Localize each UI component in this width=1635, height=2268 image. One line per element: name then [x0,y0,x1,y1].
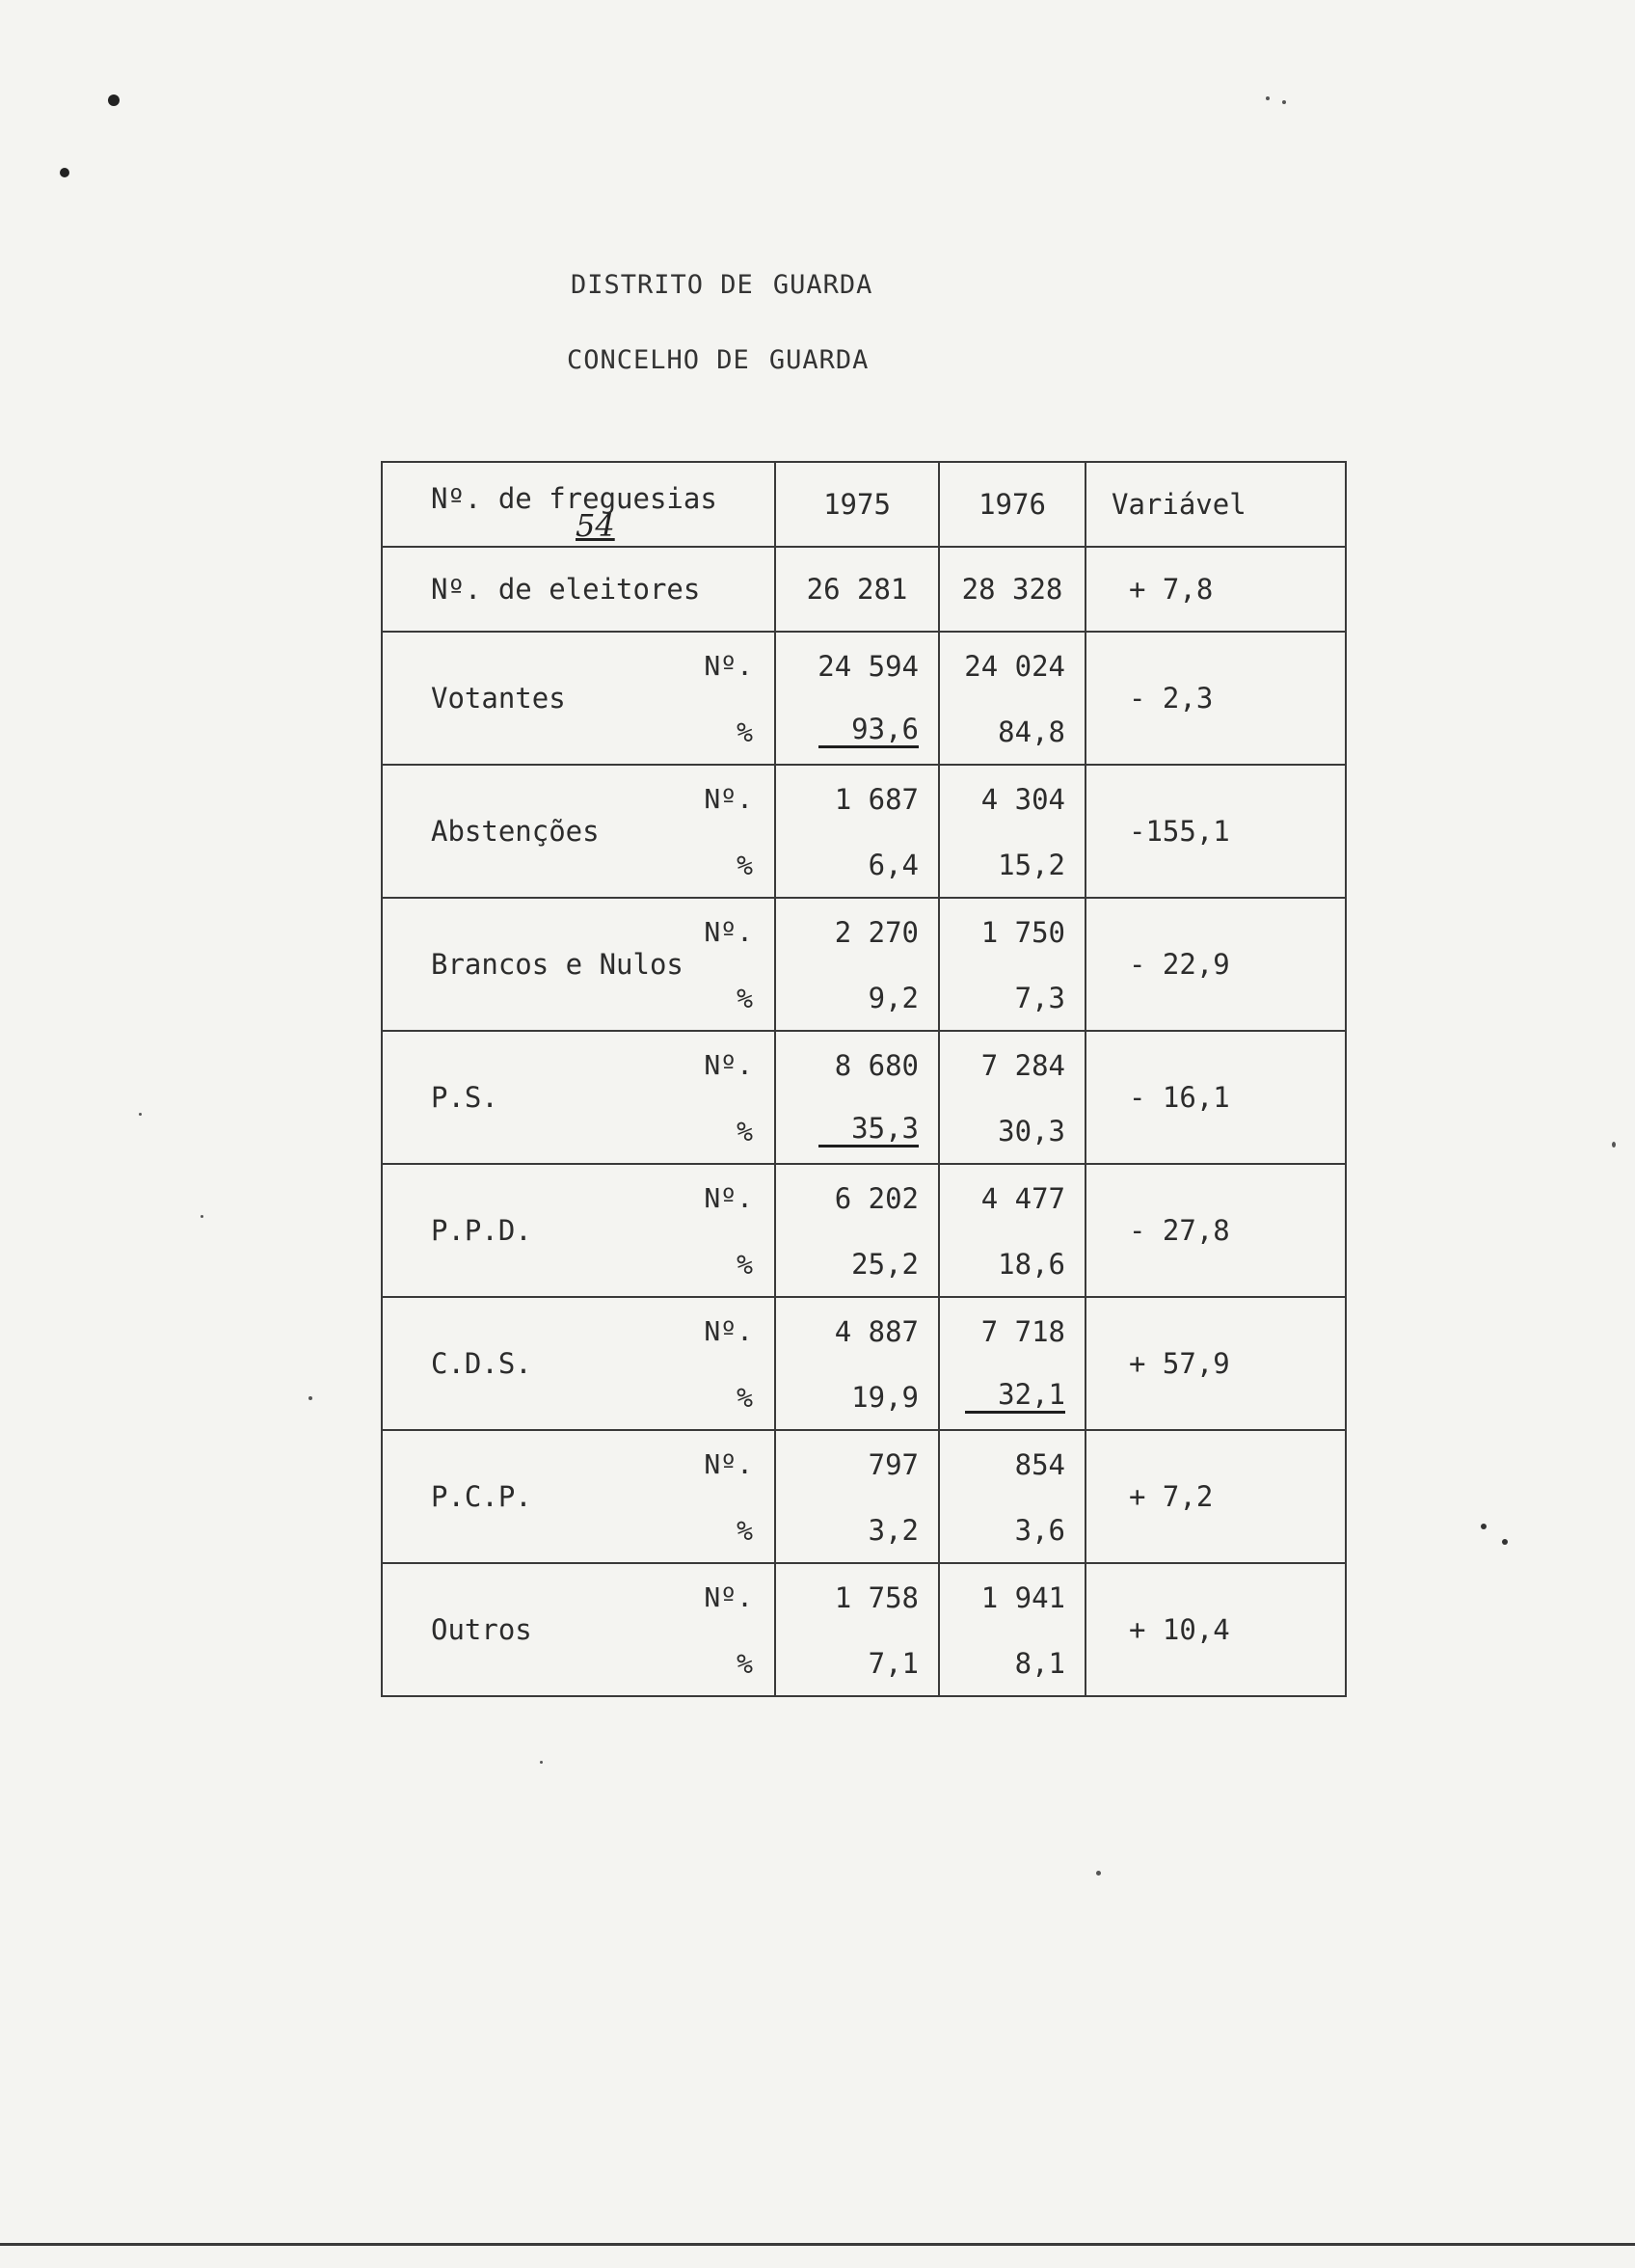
value-percent-1976: 18,6 [998,1248,1065,1281]
scan-speck [1612,1142,1616,1148]
value-percent-1976: 32,1 [965,1378,1065,1414]
cell-1976 [939,765,1086,898]
value-variavel: - 27,8 [1086,1164,1346,1297]
eleitores-variavel: + 7,8 [1086,547,1346,632]
value-percent-1975: 35,3 [818,1112,919,1148]
freguesias-label: Nº. de freguesias [431,482,717,515]
scan-speck [540,1761,543,1764]
value-percent-1975: 25,2 [851,1248,919,1281]
value-percent-1975: 9,2 [868,982,919,1014]
cell-1976 [939,1164,1086,1297]
scan-speck [201,1215,203,1218]
value-number-1976: 7 718 [980,1315,1065,1348]
council-label: CONCELHO DE [567,345,750,375]
table-row [382,1164,1346,1297]
value-number-1975: 797 [868,1448,919,1481]
value-percent-1975: 3,2 [868,1514,919,1547]
cell-1976 [939,1297,1086,1430]
cell-1976 [939,1563,1086,1696]
cell-1975 [775,898,939,1031]
table-row [382,898,1346,1031]
value-number-1975: 1 758 [834,1581,919,1614]
value-percent-1976: 84,8 [998,716,1065,748]
value-percent-1975: 19,9 [851,1381,919,1414]
cell-1975 [775,1031,939,1164]
value-number-1976: 4 304 [980,783,1065,816]
row-label-cell [382,898,775,1031]
column-header-1975: 1975 [775,462,939,547]
cell-1975 [775,1164,939,1297]
row-name: P.P.D. [431,1214,532,1247]
eleitores-label-cell [382,547,775,632]
row-label-cell [382,1430,775,1563]
scan-speck [308,1396,312,1400]
value-percent-1976: 3,6 [1014,1514,1065,1547]
value-variavel: -155,1 [1086,765,1346,898]
cell-1975 [775,765,939,898]
table-row [382,1031,1346,1164]
cell-1976 [939,1430,1086,1563]
cell-1976 [939,632,1086,765]
sub-label-percent: % [737,1116,753,1148]
council-heading [567,345,869,375]
eleitores-1976: 28 328 [939,547,1086,632]
row-name: Brancos e Nulos [431,948,683,981]
district-name: GUARDA [772,270,873,300]
value-number-1975: 2 270 [834,916,919,949]
value-number-1976: 7 284 [980,1049,1065,1082]
value-percent-1976: 30,3 [998,1115,1065,1148]
scan-speck [1282,100,1286,104]
value-variavel: + 10,4 [1086,1563,1346,1696]
cell-1975 [775,1430,939,1563]
sub-label-percent: % [737,716,753,748]
value-percent-1975: 6,4 [868,849,919,881]
scan-speck [1481,1524,1487,1529]
table-row [382,1430,1346,1563]
freguesias-cell [382,462,775,547]
column-header-1976: 1976 [939,462,1086,547]
sub-label-percent: % [737,1515,753,1547]
row-label-cell [382,632,775,765]
row-label-cell [382,1563,775,1696]
sub-label-percent: % [737,1382,753,1414]
sub-label-number: Nº. [704,1581,753,1613]
value-variavel: - 2,3 [1086,632,1346,765]
value-number-1976: 24 024 [964,650,1065,683]
scan-speck [60,168,69,177]
sub-label-number: Nº. [704,1049,753,1081]
value-number-1976: 1 941 [980,1581,1065,1614]
scan-speck [1096,1871,1101,1876]
value-number-1975: 8 680 [834,1049,919,1082]
value-percent-1976: 15,2 [998,849,1065,881]
scan-speck [1266,96,1270,100]
sub-label-number: Nº. [704,1315,753,1347]
row-label-cell [382,765,775,898]
sub-label-percent: % [737,1648,753,1680]
row-name: Outros [431,1613,532,1646]
scan-speck [108,94,120,106]
sub-label-percent: % [737,850,753,881]
sub-label-number: Nº. [704,650,753,682]
district-heading [571,270,872,300]
district-label: DISTRITO DE [571,270,754,300]
value-number-1975: 1 687 [834,783,919,816]
value-variavel: - 16,1 [1086,1031,1346,1164]
bottom-rule [0,2243,1635,2246]
value-variavel: + 57,9 [1086,1297,1346,1430]
election-results-table [381,461,1347,1697]
table-row [382,632,1346,765]
cell-1975 [775,632,939,765]
value-number-1975: 4 887 [834,1315,919,1348]
cell-1976 [939,1031,1086,1164]
table-row [382,1563,1346,1696]
sub-label-number: Nº. [704,916,753,948]
row-label-cell [382,1164,775,1297]
value-number-1975: 24 594 [818,650,919,683]
sub-label-number: Nº. [704,783,753,815]
value-variavel: - 22,9 [1086,898,1346,1031]
eleitores-1975: 26 281 [775,547,939,632]
value-percent-1976: 7,3 [1014,982,1065,1014]
sub-label-number: Nº. [704,1448,753,1480]
freguesias-count-handwritten: 54 [576,507,615,544]
council-name: GUARDA [768,345,870,375]
value-variavel: + 7,2 [1086,1430,1346,1563]
row-name: Abstenções [431,815,600,848]
row-name: P.C.P. [431,1480,532,1513]
result-rows [382,632,1346,1696]
value-number-1976: 4 477 [980,1182,1065,1215]
sub-label-percent: % [737,983,753,1014]
scan-speck [1502,1539,1508,1545]
eleitores-label: Nº. de eleitores [431,573,701,606]
value-number-1976: 1 750 [980,916,1065,949]
column-header-variavel: Variável [1086,462,1346,547]
value-percent-1975: 93,6 [818,713,919,748]
row-name: C.D.S. [431,1347,532,1380]
cell-1975 [775,1563,939,1696]
table-row [382,1297,1346,1430]
row-label-cell [382,1297,775,1430]
value-number-1976: 854 [1014,1448,1065,1481]
sub-label-number: Nº. [704,1182,753,1214]
cell-1975 [775,1297,939,1430]
table-row [382,765,1346,898]
row-name: P.S. [431,1081,498,1114]
row-label-cell [382,1031,775,1164]
cell-1976 [939,898,1086,1031]
eleitores-row [382,547,1346,632]
value-percent-1975: 7,1 [868,1647,919,1680]
sub-label-percent: % [737,1249,753,1281]
value-number-1975: 6 202 [834,1182,919,1215]
scan-speck [139,1113,142,1116]
row-name: Votantes [431,682,566,715]
table-header-row [382,462,1346,547]
value-percent-1976: 8,1 [1014,1647,1065,1680]
